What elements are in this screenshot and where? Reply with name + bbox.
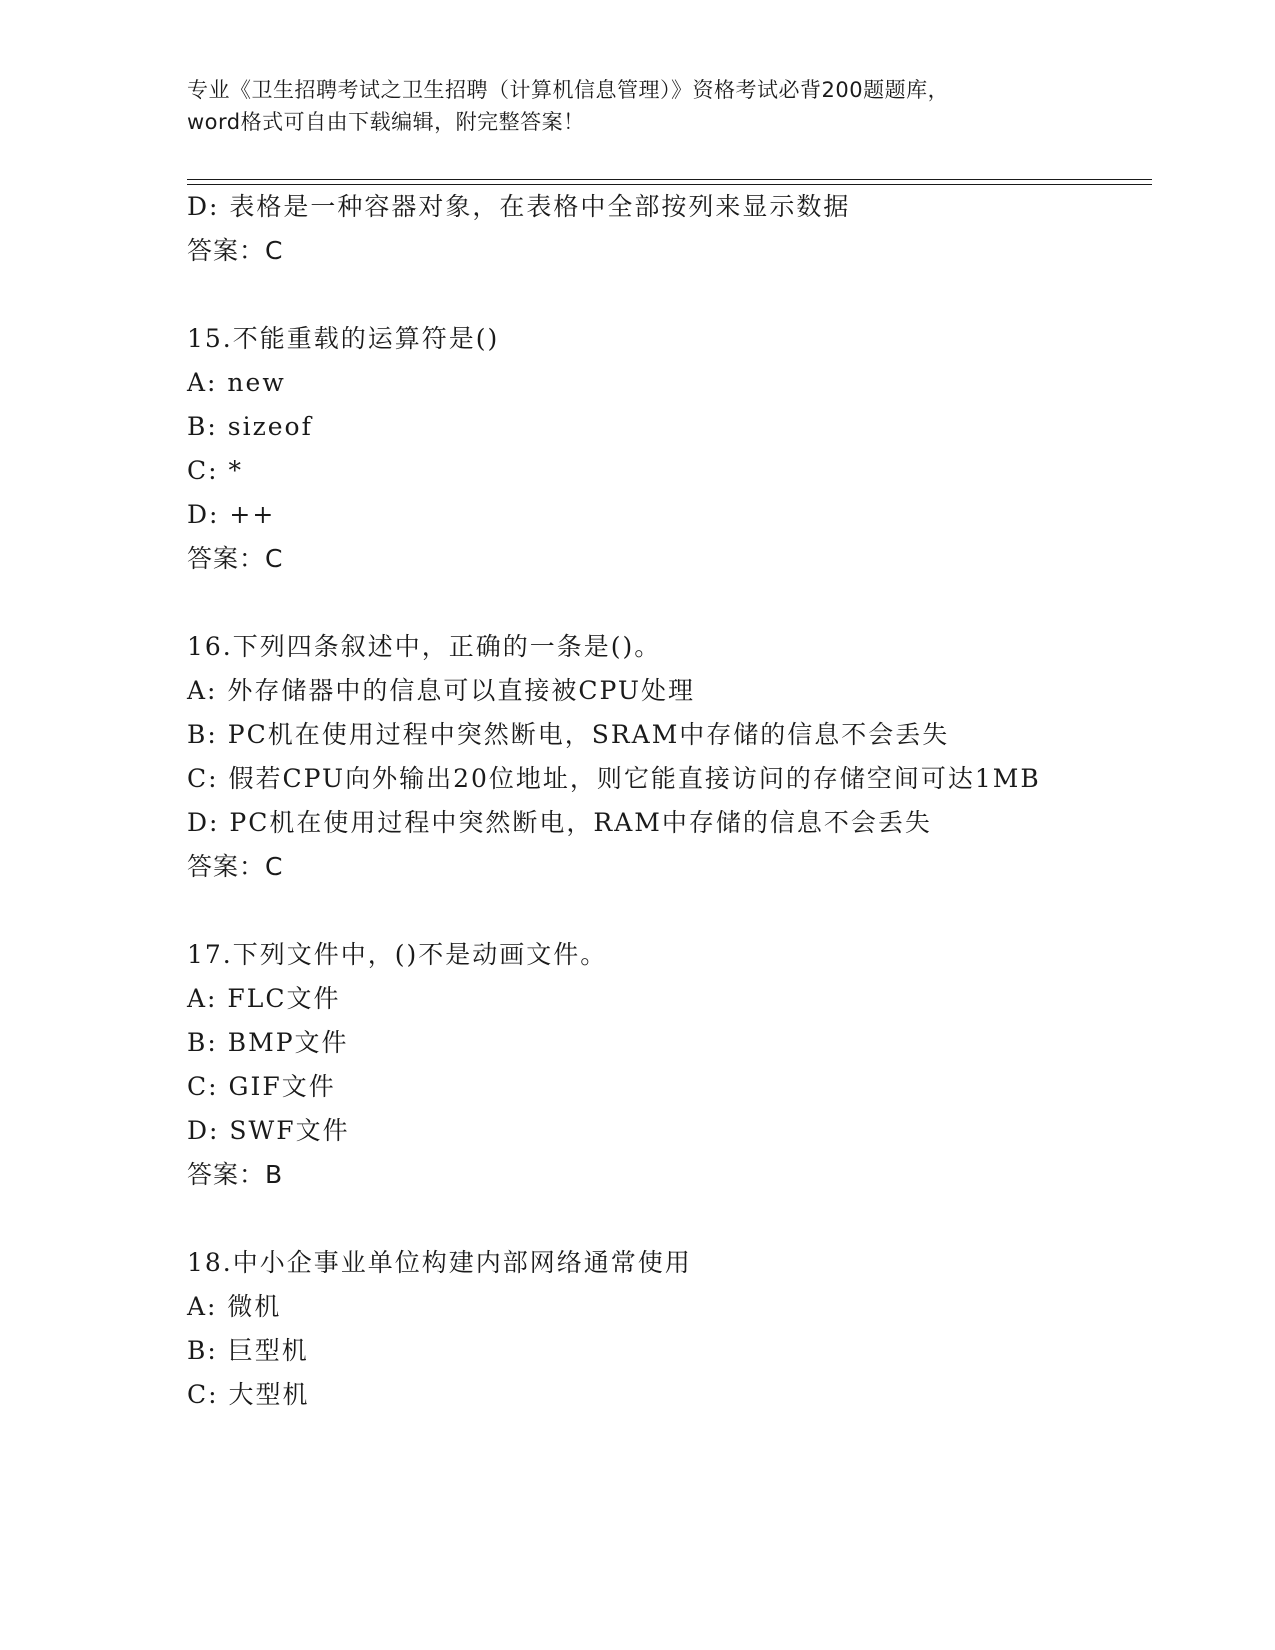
question-15-option-c: C: *	[187, 456, 243, 485]
question-17-option-c: C: GIF文件	[187, 1072, 336, 1101]
question-15-answer: 答案：C	[187, 544, 284, 573]
header-line-2: word格式可自由下载编辑，附完整答案！	[187, 110, 585, 134]
header-line-1: 专业《卫生招聘考试之卫生招聘（计算机信息管理）》资格考试必背200题题库，	[187, 78, 950, 102]
prev-question-answer: 答案：C	[187, 236, 284, 265]
question-17-stem: 17.下列文件中，()不是动画文件。	[187, 940, 608, 969]
question-18-option-c: C: 大型机	[187, 1380, 310, 1409]
question-15-option-a: A: new	[187, 368, 286, 397]
question-17-option-d: D: SWF文件	[187, 1116, 350, 1145]
question-16-stem: 16.下列四条叙述中，正确的一条是()。	[187, 632, 662, 661]
question-16-option-b: B: PC机在使用过程中突然断电，SRAM中存储的信息不会丢失	[187, 720, 950, 749]
question-16-answer: 答案：C	[187, 852, 284, 881]
header-divider-bottom	[187, 184, 1152, 185]
question-18-option-a: A: 微机	[187, 1292, 282, 1321]
header-divider-top	[187, 179, 1152, 180]
question-17-option-a: A: FLC文件	[187, 984, 341, 1013]
question-15-stem: 15.不能重载的运算符是()	[187, 324, 500, 353]
question-17-answer: 答案：B	[187, 1160, 284, 1189]
question-16-option-c: C: 假若CPU向外输出20位地址，则它能直接访问的存储空间可达1MB	[187, 764, 1041, 793]
question-18-stem: 18.中小企事业单位构建内部网络通常使用	[187, 1248, 692, 1277]
prev-question-option-d: D: 表格是一种容器对象，在表格中全部按列来显示数据	[187, 192, 851, 221]
question-18-option-b: B: 巨型机	[187, 1336, 309, 1365]
question-17-option-b: B: BMP文件	[187, 1028, 349, 1057]
question-15-option-b: B: sizeof	[187, 412, 313, 441]
document-header	[187, 74, 1087, 138]
question-15-option-d: D: ++	[187, 500, 276, 529]
question-16-option-d: D: PC机在使用过程中突然断电，RAM中存储的信息不会丢失	[187, 808, 932, 837]
question-16-option-a: A: 外存储器中的信息可以直接被CPU处理	[187, 676, 696, 705]
